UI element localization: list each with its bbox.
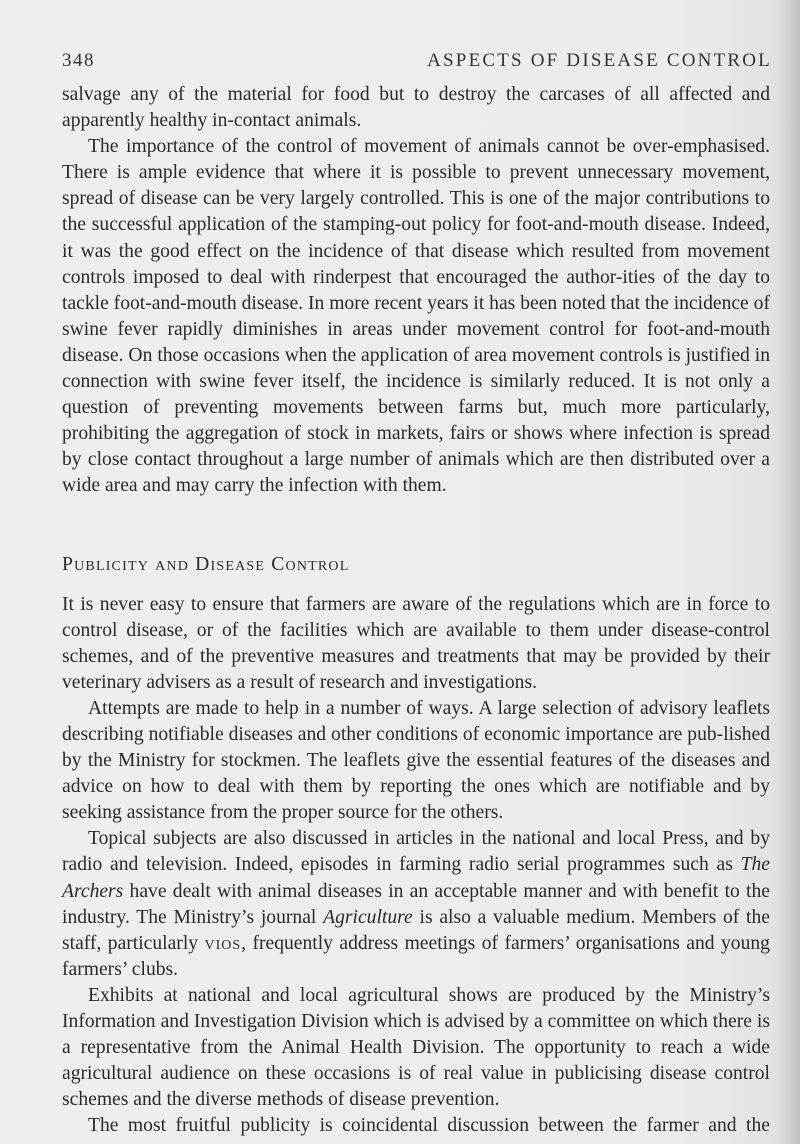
paragraph-final-line: The most fruitful publicity is coincidental discussion between the farmer and the (88, 1115, 770, 1137)
page-gutter-shadow (772, 0, 800, 1144)
page-number: 348 (62, 50, 95, 71)
paragraph-continued: salvage any of the material for food but to destroy the carcases of all affected and apparently healthy in-contact animals. (62, 84, 770, 132)
paragraph-publicity-intro: It is never easy to ensure that farmers are aware of the regulations which are in force to control disease, or of the facilities which are available to them under disease-control schemes, and of the preventive measures and treatments that may be provided by their veterinary advisers as a result of research and investigations. (62, 593, 770, 693)
italic-title-agriculture: Agriculture (323, 906, 413, 928)
text-run: Topical subjects are also discussed in articles in the national and local Press, and by radio and television. Indeed, episodes in farming radio serial programmes such as (62, 828, 770, 876)
paragraph-topical-subjects (62, 826, 770, 983)
italic-title-archers: The Archers (62, 854, 770, 902)
paragraph-leaflets: Attempts are made to help in a number of ways. A large selection of advisory leaflets describing notifiable diseases and other conditions of economic importance are pub-lished by the Ministry for stockmen. The leaflets give the essential features of the diseases and advice on how to deal with them by reporting the ones which are notifiable and by seeking assistance from the proper source for the others. (62, 697, 770, 824)
section-heading: Publicity and Disease Control (62, 553, 350, 575)
body-text (62, 82, 770, 1139)
small-caps-abbreviation: vios (204, 932, 242, 954)
paragraph-exhibits: Exhibits at national and local agricultural shows are produced by the Ministry’s Information and Investigation Division which is advised by a committee on which there is a representative from the Animal Health Division. The opportunity to reach a wide agricultural audience on these occasions is of real value in publicising disease control schemes and the diverse methods of disease prevention. (62, 984, 770, 1111)
page-header (62, 50, 772, 80)
text-run: , frequently address meetings of farmers’ organisations and young farmers’ clubs. (62, 932, 770, 980)
text-run: is also a valuable medium. Members of the staff, particularly (62, 906, 770, 954)
running-head: ASPECTS OF DISEASE CONTROL (427, 50, 772, 71)
text-run: have dealt with animal diseases in an acceptable manner and with benefit to the industry. The Ministry’s journal (62, 880, 770, 928)
paragraph-movement-control: The importance of the control of movement of animals cannot be over-emphasised. There is ample evidence that where it is possible to prevent unnecessary movement, spread of disease can be very largely controlled. This is one of the major contributions to the successful application of the stamping-out policy for foot-and-mouth disease. Indeed, it was the good effect on the incidence of that disease which resulted from movement controls imposed to deal with rinderpest that encouraged the author-ities of the day to tackle foot-and-mouth disease. In more recent years it has been noted that the incidence of swine fever rapidly diminishes in areas under movement control for foot-and-mouth disease. On those occasions when the application of area movement controls is justified in connection with swine fever itself, the incidence is similarly reduced. It is not only a question of preventing movements between farms but, much more particularly, prohibiting the aggregation of stock in markets, fairs or shows where infection is spread by close contact throughout a large number of animals which are then distributed over a wide area and may carry the infection with them. (62, 136, 770, 497)
